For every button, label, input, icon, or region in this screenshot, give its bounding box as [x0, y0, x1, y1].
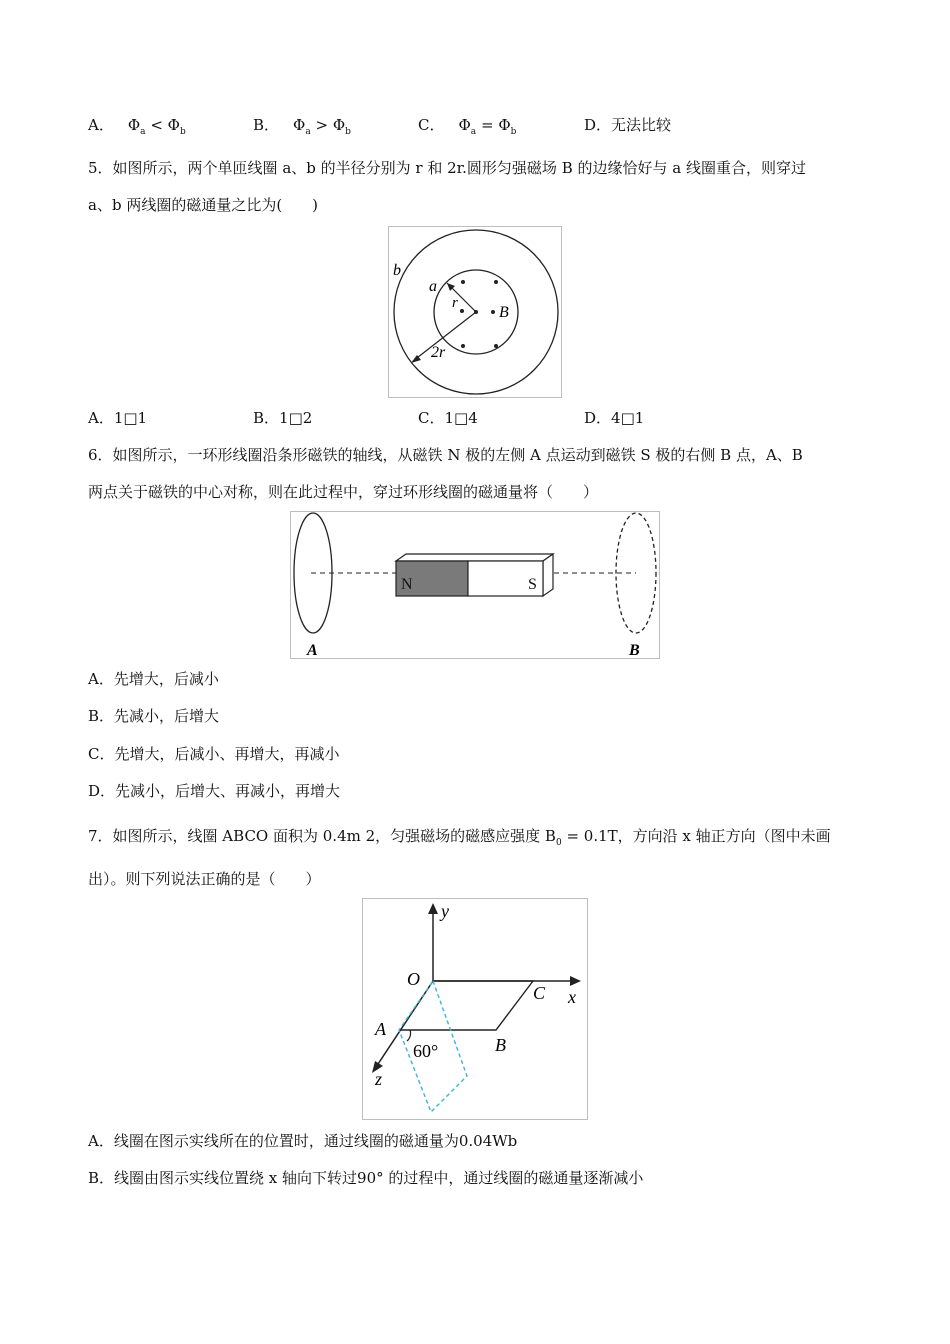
label-a: a [429, 278, 437, 295]
label-r: r [452, 295, 458, 311]
angle-arc [407, 1030, 411, 1041]
q7-option-b: B．线圈由图示实线位置绕 x 轴向下转过90° 的过程中，通过线圈的磁通量逐渐减小 [88, 1169, 644, 1187]
q7-stem-line2: 出）。则下列说法正确的是（ ） [88, 870, 321, 888]
label-B: B [495, 1035, 506, 1055]
q5-option-a: A．1□1 [88, 409, 148, 427]
q5-stem-line2: a、b 两线圈的磁通量之比为( ) [88, 196, 319, 214]
q5-option-c: C．1□4 [418, 409, 478, 427]
q4-option-b: B． $\Phi_a > \Phi_b$ [253, 116, 351, 137]
q6-option-b: B．先减小，后增大 [88, 707, 220, 725]
field-dot [494, 344, 498, 348]
q7-option-a: A．线圈在图示实线所在的位置时，通过线圈的磁通量为0.04Wb [88, 1132, 518, 1150]
label-O: O [407, 969, 420, 989]
q4-option-c: C． $\Phi_a = \Phi_b$ [418, 116, 517, 137]
label-x: x [568, 987, 576, 1007]
q5-figure-svg [389, 227, 561, 397]
y-axis-arrowhead [428, 903, 438, 914]
q5-stem-line1: 5．如图所示，两个单匝线圈 a、b 的半径分别为 r 和 2r.圆形匀强磁场 B 的边缘恰好与 a 线圈重合，则穿过 [88, 159, 806, 177]
field-dot [461, 280, 465, 284]
label-z: z [375, 1069, 383, 1089]
q6-figure [290, 511, 660, 659]
label-S: S [528, 576, 537, 593]
q6-figure-svg [291, 512, 659, 658]
q6-option-d: D．先减小，后增大、再减小，再增大 [88, 782, 341, 800]
label-2r: 2r [431, 344, 446, 361]
q7-figure [362, 898, 588, 1120]
field-dot [491, 310, 495, 314]
field-dot [494, 280, 498, 284]
field-dots [460, 280, 498, 348]
label-y: y [441, 901, 449, 921]
x-axis-arrowhead [570, 976, 581, 986]
field-dot [461, 344, 465, 348]
q7-stem-line1: 7．如图所示，线圈 ABCO 面积为 0.4m 2，匀强磁场的磁感应强度 $B_0 = 0.1T$，方向沿 x 轴正方向（图中未画 [88, 827, 831, 848]
label-N: N [401, 576, 413, 593]
label-B: B [499, 304, 509, 321]
q5-option-b: B．1□2 [253, 409, 313, 427]
label-B: B [629, 642, 640, 658]
magnet-side-face [543, 554, 553, 596]
label-A: A [307, 642, 318, 658]
label-angle: 60° [413, 1041, 439, 1061]
q6-stem-line1: 6．如图所示，一环形线圈沿条形磁铁的轴线，从磁铁 N 极的左侧 A 点运动到磁铁 S 极的右侧 B 点，A、B [88, 446, 803, 464]
q4-option-d: D．无法比较 [584, 116, 672, 134]
q5-figure [388, 226, 562, 398]
q6-stem-line2: 两点关于磁铁的中心对称，则在此过程中，穿过环形线圈的磁通量将（ ） [88, 483, 599, 501]
magnet-top-face [396, 554, 553, 561]
q5-option-d: D．4□1 [584, 409, 645, 427]
q4-option-a: A． $\Phi_a < \Phi_b$ [88, 116, 186, 137]
label-C: C [533, 983, 546, 1003]
label-b: b [393, 262, 401, 279]
field-dot [460, 309, 464, 313]
label-A: A [375, 1019, 386, 1039]
q7-figure-svg [363, 899, 587, 1119]
q6-option-c: C．先增大，后减小、再增大，再减小 [88, 745, 340, 763]
q6-option-a: A．先增大，后减小 [88, 670, 219, 688]
